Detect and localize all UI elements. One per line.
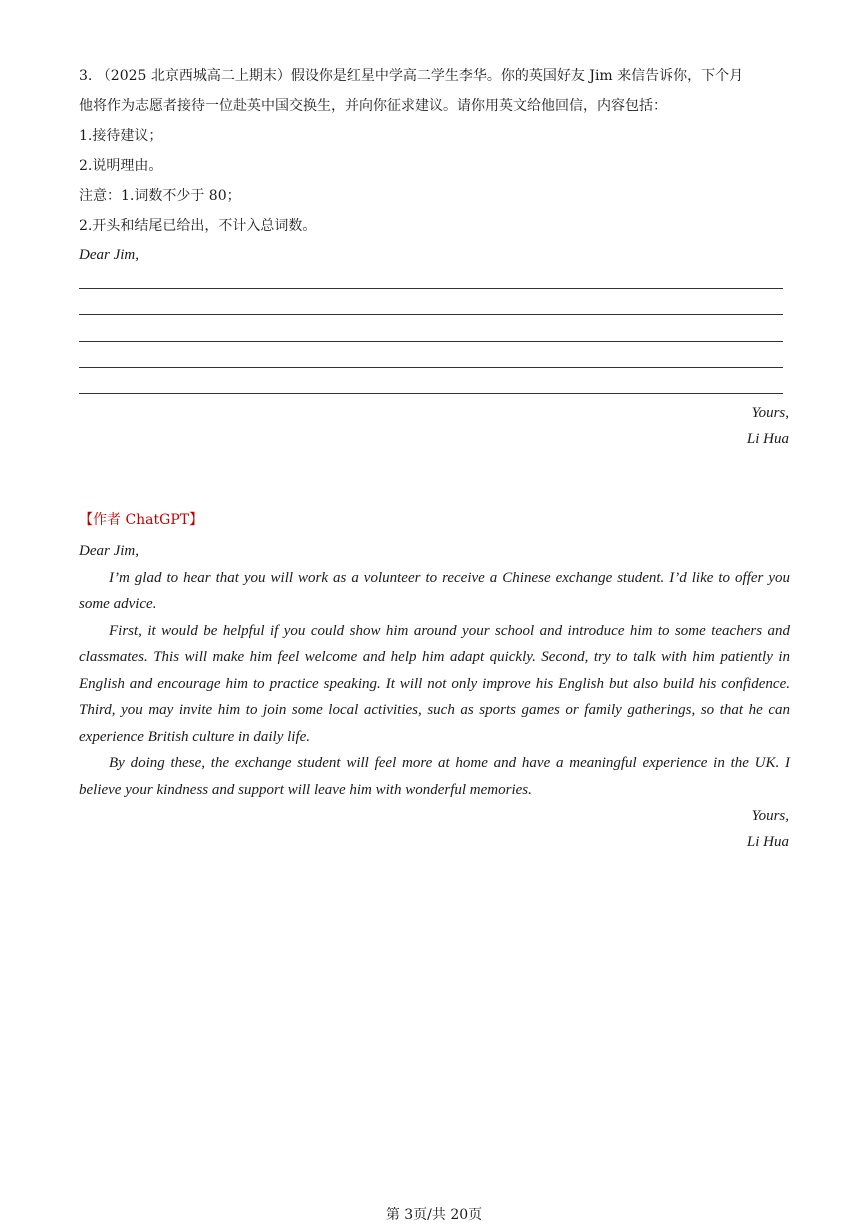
note-line-2: 2.开头和结尾已给出，不计入总词数。 <box>79 218 317 234</box>
answer-signature: Li Hua <box>746 834 789 850</box>
letter-signature: Li Hua <box>746 431 789 447</box>
answer-paragraph-1: I’m glad to hear that you will work as a volunteer to receive a Chinese exchange student. I’d like to offer you some advice. <box>79 569 790 612</box>
letter-closing: Yours, <box>751 405 789 421</box>
writing-line <box>79 314 783 315</box>
writing-line <box>79 288 783 289</box>
question-prompt-line-1: 3. （2025 北京西城高二上期末）假设你是红星中学高二学生李华。你的英国好友 Jim 来信告诉你，下个月 <box>79 68 744 84</box>
answer-paragraph-2: First, it would be helpful if you could show him around your school and introduce him to some teachers and classmates. This will make him feel welcome and help him adapt quickly. Second, try to talk with him patiently in English and encourage him to practice speaking. It will not only improve his English but also build his confidence. Third, you may invite him to join some local activities, such as sports games or family gatherings, so that he can experience British culture in daily life. <box>79 622 790 745</box>
note-line-1: 注意：1.词数不少于 80； <box>79 188 241 204</box>
question-prompt-line-2: 他将作为志愿者接待一位赴英中国交换生，并向你征求建议。请你用英文给他回信，内容包括： <box>79 98 667 114</box>
answer-paragraph-3: By doing these, the exchange student will feel more at home and have a meaningful experience in the UK. I believe your kindness and support will leave him with wonderful memories. <box>79 755 790 798</box>
answer-closing: Yours, <box>751 808 789 824</box>
requirement-item-1: 1.接待建议； <box>79 128 163 144</box>
writing-line <box>79 341 783 342</box>
letter-salutation: Dear Jim, <box>79 247 139 263</box>
author-tag: 【作者 ChatGPT】 <box>79 512 204 528</box>
model-answer <box>79 538 790 803</box>
writing-line <box>79 367 783 368</box>
writing-line <box>79 393 783 394</box>
page-number: 第 3页/共 20页 <box>385 1207 483 1223</box>
answer-salutation: Dear Jim, <box>79 543 139 559</box>
requirement-item-2: 2.说明理由。 <box>79 158 163 174</box>
